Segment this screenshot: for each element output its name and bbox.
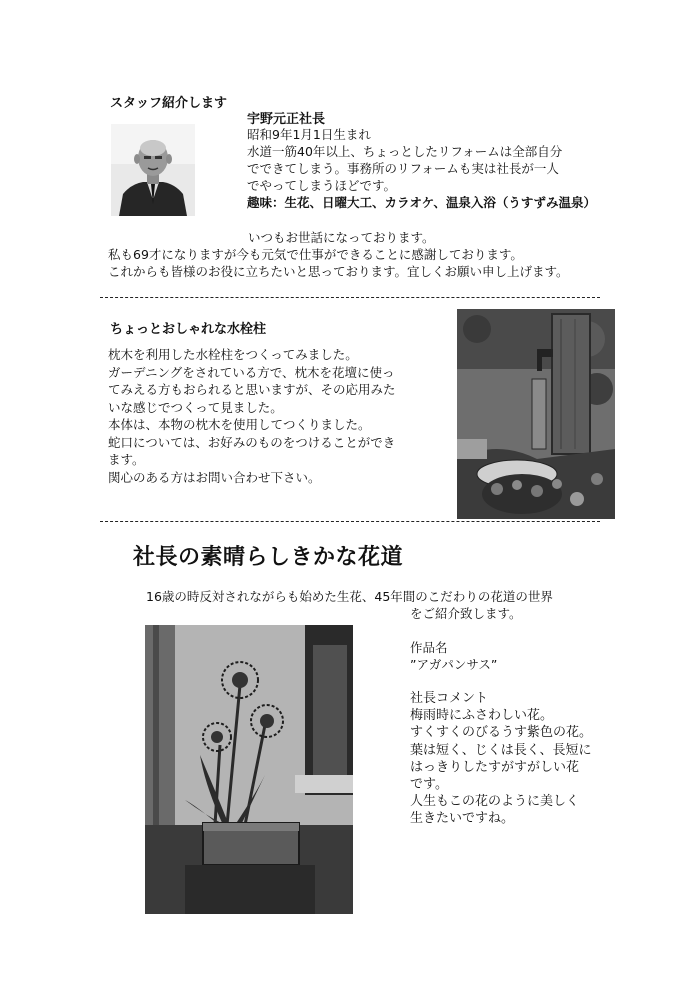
greeting-line: 私も69才になりますが今も元気で仕事ができることに感謝しております。 (108, 247, 523, 262)
greeting-line: これからも皆様のお役に立ちたいと思っております。宜しくお願い申し上げます。 (108, 264, 569, 279)
president-portrait-photo (111, 124, 195, 216)
work-label: 作品名 (410, 640, 448, 655)
intro-line: 16歳の時反対されながらも始めた生花、45年間のこだわりの花道の世界 (146, 589, 553, 604)
comment-line: 人生もこの花のように美しく (410, 794, 580, 810)
comment-line: 葉は短く、じくは長く、長短に (410, 742, 592, 758)
flower-section-title: 社長の素晴らしきかな花道 (133, 545, 404, 570)
faucet-line: いな感じでつくって見ました。 (108, 399, 283, 415)
hobby-line: 趣味：生花、日曜大工、カラオケ、温泉入浴（うすずみ温泉） (247, 195, 597, 210)
bio-line: でやってしまうほどです。 (247, 178, 397, 193)
section-divider (100, 521, 600, 522)
president-bio (247, 126, 596, 211)
faucet-section-heading: ちょっとおしゃれな水栓柱 (110, 322, 267, 337)
comment-line: はっきりしたすがすがしい花 (410, 759, 580, 775)
faucet-line: 枕木を利用した水栓柱をつくってみました。 (108, 347, 358, 362)
flower-intro (146, 589, 553, 622)
greeting-line: いつもお世話になっております。 (248, 230, 435, 245)
staff-section-heading: スタッフ紹介します (110, 96, 228, 111)
faucet-line: 本体は、本物の枕木を使用してつくりました。 (108, 417, 371, 432)
work-info (410, 640, 497, 673)
faucet-post-photo (457, 309, 615, 519)
bio-line: 水道一筋40年以上、ちょっとしたリフォームは全部自分 (247, 144, 563, 159)
comment-line: 生きたいですね。 (410, 811, 515, 827)
bio-line: でできてしまう。事務所のリフォームも実は社長が一人 (247, 161, 559, 176)
comment-label: 社長コメント (410, 691, 489, 706)
faucet-line: てみえる方もおられると思いますが、その応用みた (108, 382, 396, 397)
intro-line: をご紹介致します。 (410, 605, 522, 621)
president-greeting (108, 229, 569, 280)
president-comment (410, 690, 592, 828)
work-name: ”アガパンサス” (410, 656, 498, 672)
comment-line: です。 (410, 777, 448, 793)
section-divider (100, 297, 600, 298)
faucet-description (108, 346, 396, 486)
president-name: 宇野元正社長 (247, 112, 326, 127)
agapanthus-arrangement-photo (145, 625, 353, 914)
comment-line: すくすくのびるうす紫色の花。 (410, 725, 593, 741)
faucet-line: 蛇口については、お好みのものをつけることができ (108, 434, 396, 450)
bio-line: 昭和9年1月1日生まれ (247, 127, 371, 142)
faucet-line: ガーデニングをされている方で、枕木を花壇に使っ (108, 364, 395, 380)
faucet-line: ます。 (108, 452, 145, 467)
comment-line: 梅雨時にふさわしい花。 (410, 708, 554, 724)
faucet-line: 関心のある方はお問い合わせ下さい。 (108, 469, 321, 485)
